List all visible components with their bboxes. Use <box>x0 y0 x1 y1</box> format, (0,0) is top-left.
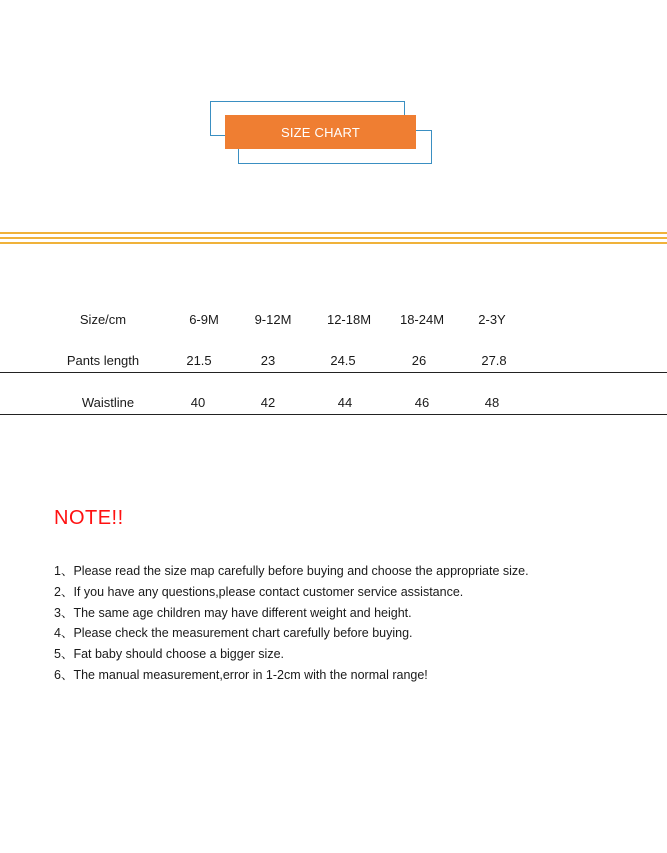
table-cell: 24.5 <box>330 353 356 368</box>
list-item: 3、The same age children may have different weight and height. <box>54 605 412 620</box>
divider-stripe <box>0 232 667 234</box>
list-item: 6、The manual measurement,error in 1-2cm with the normal range! <box>54 667 428 682</box>
list-item: 1、Please read the size map carefully before buying and choose the appropriate size. <box>54 564 529 578</box>
table-cell: 21.5 <box>186 353 212 368</box>
table-rule <box>0 414 667 415</box>
divider-stripe <box>0 242 667 244</box>
list-item: 2、If you have any questions,please contact customer service assistance. <box>54 584 464 599</box>
table-cell: 26 <box>411 353 427 368</box>
list-item: 4、Please check the measurement chart carefully before buying. <box>54 626 413 641</box>
table-cell: 27.8 <box>481 353 507 368</box>
row-label: Waistline <box>81 395 135 410</box>
table-cell: 42 <box>260 395 276 410</box>
table-cell: 18-24M <box>399 312 445 327</box>
table-cell: 2-3Y <box>478 312 506 327</box>
table-row-size <box>0 300 667 340</box>
table-cell: 6-9M <box>189 312 219 327</box>
note-list <box>54 561 529 686</box>
row-label: Size/cm <box>79 312 127 327</box>
table-rule <box>0 372 667 373</box>
table-cell: 44 <box>337 395 353 410</box>
table-cell: 48 <box>484 395 500 410</box>
table-cell: 12-18M <box>326 312 372 327</box>
note-title: NOTE!! <box>54 507 124 529</box>
row-label: Pants length <box>66 353 140 368</box>
size-chart-title: SIZE CHART <box>225 115 416 149</box>
table-cell: 23 <box>260 353 276 368</box>
list-item: 5、Fat baby should choose a bigger size. <box>54 647 284 662</box>
table-cell: 46 <box>414 395 430 410</box>
table-cell: 40 <box>190 395 206 410</box>
table-row-pants-length <box>0 341 667 381</box>
divider-stripe <box>0 237 667 239</box>
table-cell: 9-12M <box>254 312 292 327</box>
table-row-waistline <box>0 383 667 423</box>
